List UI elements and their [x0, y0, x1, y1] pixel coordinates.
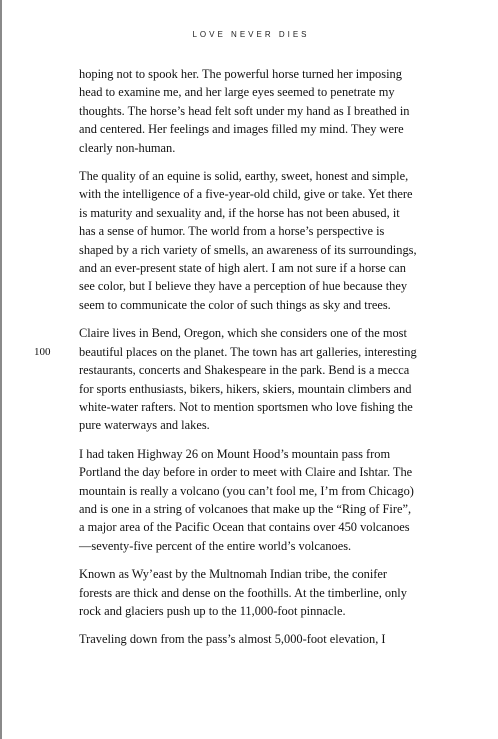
paragraph: I had taken Highway 26 on Mount Hood’s mountain pass from Portland the day before in order to meet with Claire and Ishtar. The mountain is really a volcano (you can’t fool me, I’m from Chicago) and is one in a string of volcanoes that make up the “Ring of Fire”, a major area of the Pacific Ocean that contains over 450 volcanoes—seventy-five percent of the entire world’s volcanoes. [79, 446, 414, 553]
running-head: LOVE NEVER DIES [192, 30, 310, 39]
paragraph: hoping not to spook her. The powerful horse turned her imposing head to examine me, and her large eyes seemed to penetrate my thoughts. The horse’s head felt soft under my hand as I breathed in and centered. Her feelings and images filled my mind. They were clearly non-human. [79, 67, 410, 155]
paragraph: Traveling down from the pass’s almost 5,000-foot elevation, I [79, 632, 386, 647]
paragraph: Claire lives in Bend, Oregon, which she considers one of the most beautiful places on the planet. The town has art galleries, interesting restaurants, concerts and Shakespeare in the park. Bend is a mecca for sports enthusiasts, bikers, hikers, skiers, mountain climbers and white-water rafters. Not to mention sportsmen who love fishing the pure waterways and lakes. [79, 326, 417, 433]
paragraph: Known as Wy’east by the Multnomah Indian tribe, the conifer forests are thick and dense on the foothills. At the timberline, only rock and glaciers push up to the 11,000-foot pinnacle. [79, 567, 407, 618]
page-number: 100 [34, 346, 51, 358]
body-text [79, 65, 419, 659]
paragraph: The quality of an equine is solid, earthy, sweet, honest and simple, with the intelligence of a five-year-old child, give or take. Yet there is maturity and sexuality and, if the horse has not been abused, it has a sense of humor. The world from a horse’s perspective is shaped by a rich variety of smells, an awareness of its surroundings, and an ever-present state of high alert. I am not sure if a horse can see color, but I believe they have a perception of hue because they seem to communicate the color of such things as sky and trees. [79, 169, 417, 312]
